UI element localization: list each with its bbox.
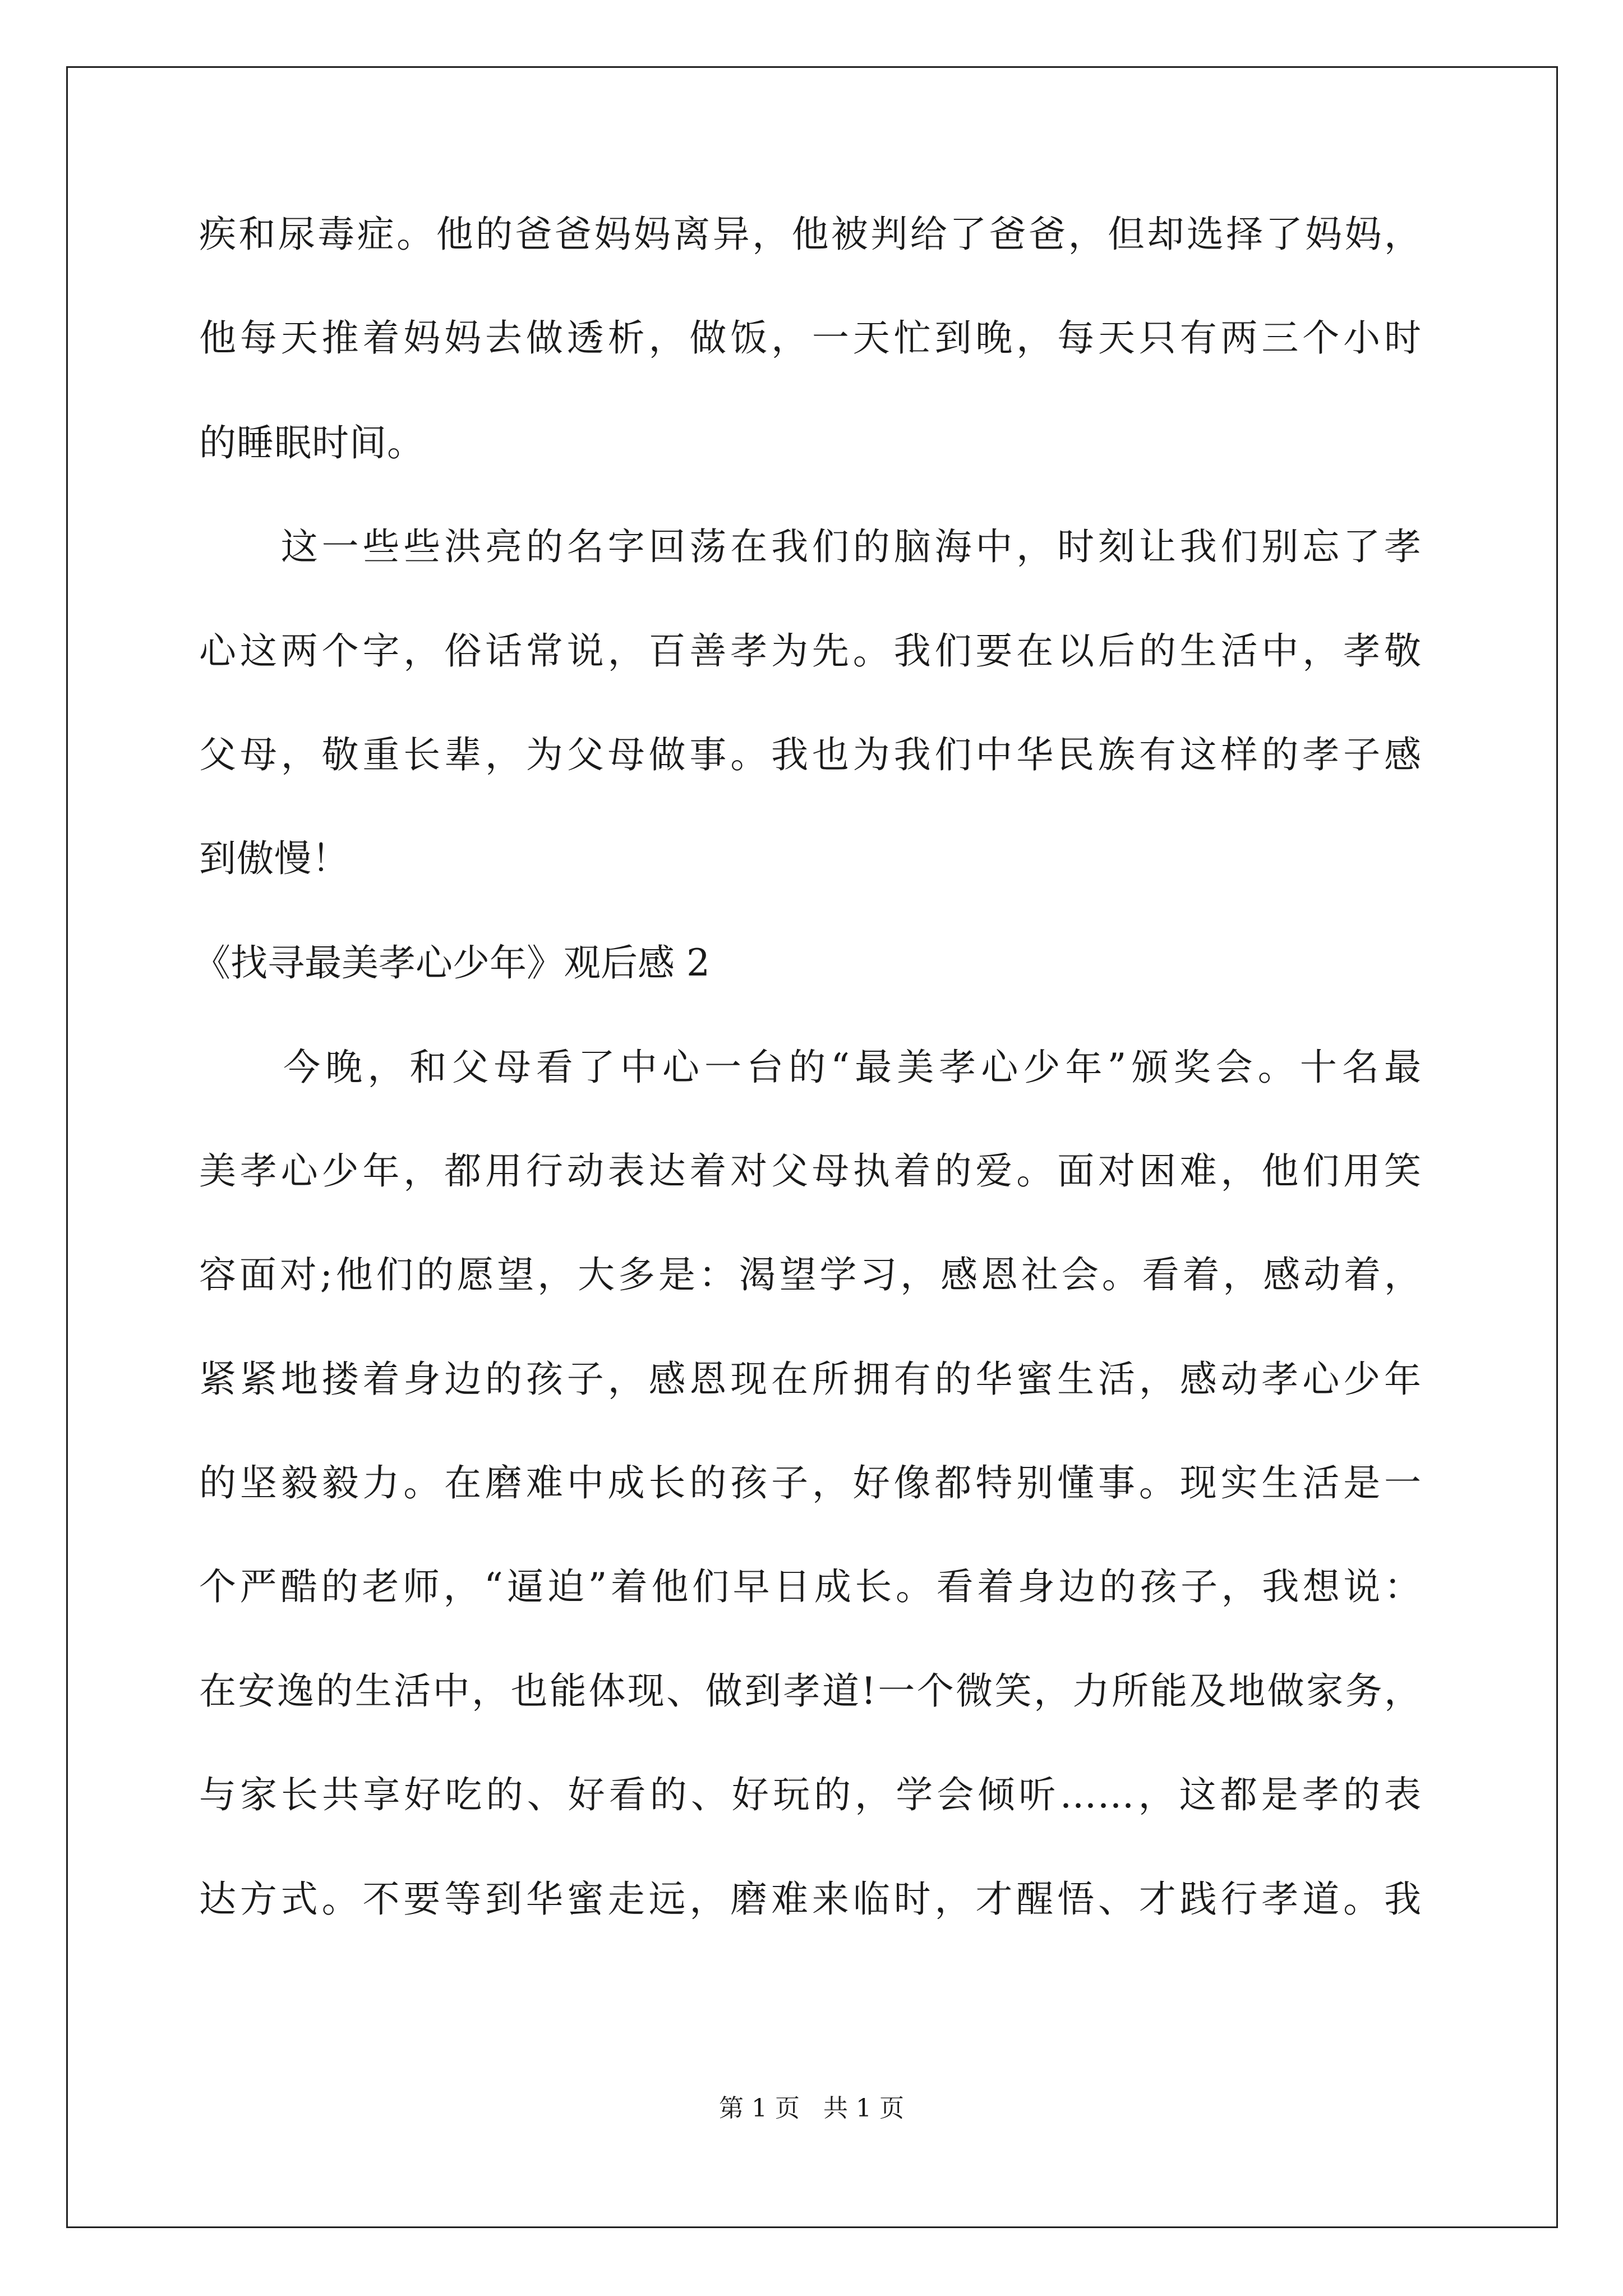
paragraph-line: 他每天推着妈妈去做透析，做饭，一天忙到晚，每天只有两三个小时 (199, 316, 1422, 360)
paragraph-line: 疾和尿毒症。他的爸爸妈妈离异，他被判给了爸爸，但却选择了妈妈， (199, 213, 1422, 256)
paragraph-line: 容面对;他们的愿望，大多是：渴望学习，感恩社会。看着，感动着， (199, 1253, 1422, 1296)
paragraph-line: 今晚，和父母看了中心一台的“最美孝心少年”颁奖会。十名最 (199, 1046, 1422, 1089)
page-footer: 第 1 页 共 1 页 (719, 2094, 904, 2123)
paragraph-line: 紧紧地搂着身边的孩子，感恩现在所拥有的华蜜生活，感动孝心少年 (199, 1358, 1422, 1401)
paragraph-line: 心这两个字，俗话常说，百善孝为先。我们要在以后的生活中，孝敬 (199, 629, 1422, 673)
paragraph-line: 到傲慢！ (199, 837, 349, 880)
paragraph-line: 父母，敬重长辈，为父母做事。我也为我们中华民族有这样的孝子感 (199, 733, 1422, 776)
section-heading: 《找寻最美孝心少年》观后感 2 (193, 941, 710, 984)
paragraph-line: 这一些些洪亮的名字回荡在我们的脑海中，时刻让我们别忘了孝 (199, 525, 1422, 568)
paragraph-line: 达方式。不要等到华蜜走远，磨难来临时，才醒悟、才践行孝道。我 (199, 1878, 1422, 1921)
paragraph-line: 的坚毅毅力。在磨难中成长的孩子，好像都特别懂事。现实生活是一 (199, 1461, 1422, 1504)
paragraph-line: 美孝心少年，都用行动表达着对父母执着的爱。面对困难，他们用笑 (199, 1149, 1422, 1193)
paragraph-line: 个严酷的老师，“逼迫”着他们早日成长。看着身边的孩子，我想说： (199, 1565, 1422, 1608)
paragraph-line: 在安逸的生活中，也能体现、做到孝道!一个微笑，力所能及地做家务， (199, 1669, 1422, 1713)
paragraph-line: 与家长共享好吃的、好看的、好玩的，学会倾听……，这都是孝的表 (199, 1773, 1422, 1816)
paragraph-line: 的睡眠时间。 (199, 421, 425, 464)
